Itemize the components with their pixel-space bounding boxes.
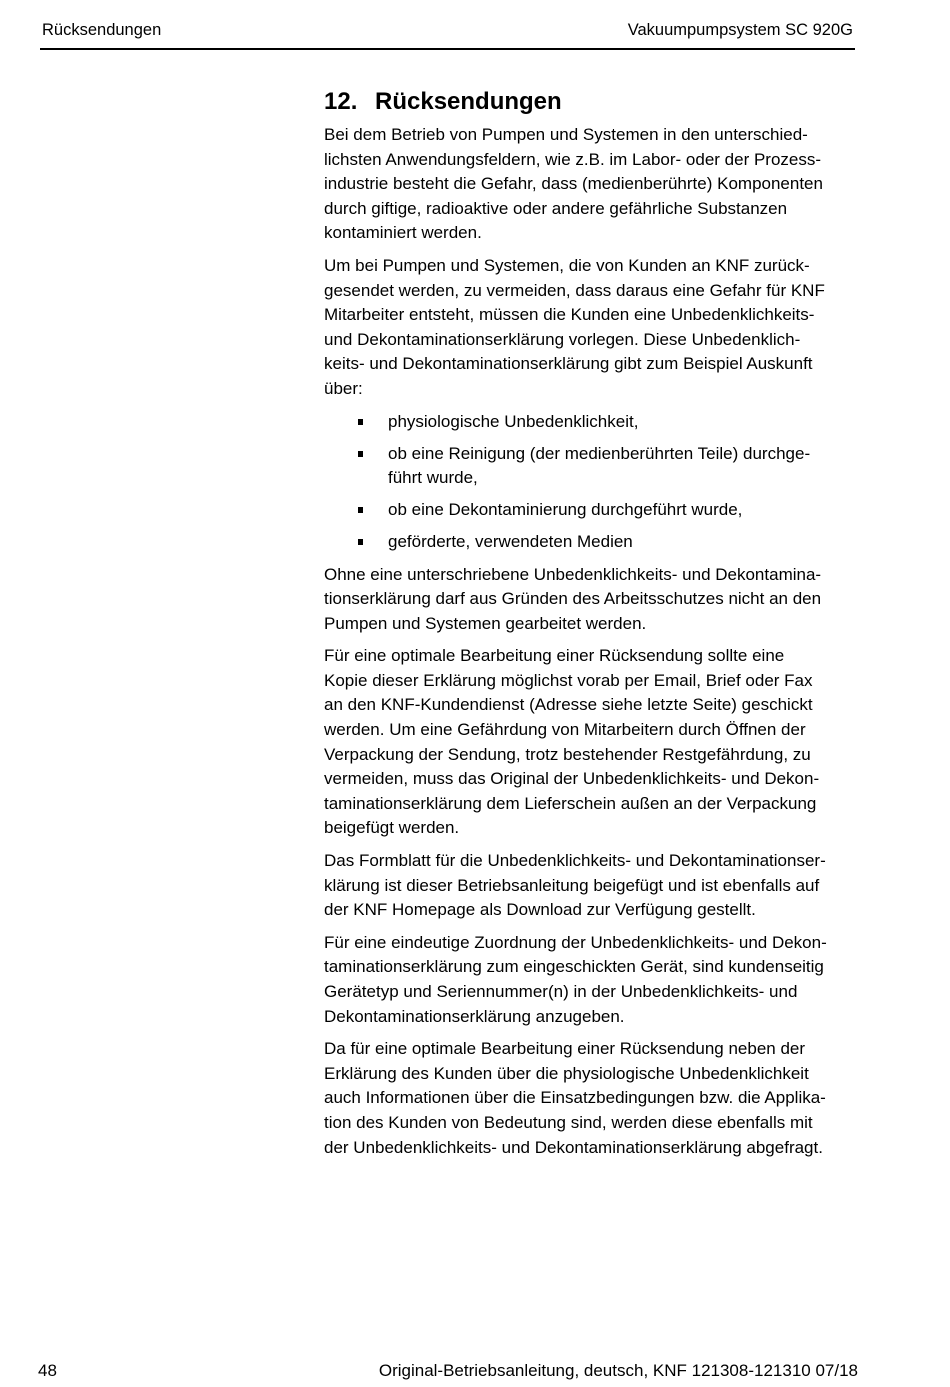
- paragraph: Das Formblatt für die Unbedenklichkeits- und Dekontaminationser- klärung ist dieser Betriebsanleitung beigefügt und ist ebenfalls auf der KNF Homepage als Download zur Verfügung gestellt.: [324, 851, 826, 920]
- bullet-item: [324, 530, 859, 555]
- bullet-text: geförderte, verwendeten Medien: [388, 532, 633, 552]
- paragraph: Für eine eindeutige Zuordnung der Unbedenklichkeits- und Dekon- taminationserklärung zum eingeschickten Gerät, sind kundenseitig Gerätetyp und Seriennummer(n) in der Unbedenklichkeits- und Dekontaminationserklärung anzugeben.: [324, 932, 827, 1026]
- bullet-item: [324, 498, 859, 523]
- square-bullet-icon: [358, 419, 363, 425]
- header-product-name: Vakuumpumpsystem SC 920G: [627, 21, 853, 39]
- bullet-text: ob eine Dekontaminierung durchgeführt wurde,: [388, 500, 743, 520]
- square-bullet-icon: [358, 451, 363, 457]
- paragraph: Da für eine optimale Bearbeitung einer Rücksendung neben der Erklärung des Kunden über die physiologische Unbedenklichkeit auch Informationen über die Einsatzbedingungen bzw. die Applika- tion des Kunden von Bedeutung sind, werden diese ebenfalls mit der Unbedenklichkeits- und Dekontaminationserklärung abgefragt.: [324, 1039, 826, 1157]
- page-number: 48: [38, 1361, 57, 1380]
- section-title: Rücksendungen: [375, 88, 562, 115]
- bullet-text: ob eine Reinigung (der medienberührten Teile) durchge- führt wurde,: [388, 443, 811, 488]
- section-number: 12.: [324, 88, 358, 115]
- paragraph: Ohne eine unterschriebene Unbedenklichkeits- und Dekontamina- tionserklärung darf aus Gründen des Arbeitsschutzes nicht an den Pumpen und Systemen gearbeitet werden.: [324, 564, 822, 633]
- square-bullet-icon: [358, 507, 363, 513]
- page-header: [40, 0, 855, 50]
- main-content: [324, 87, 859, 1168]
- bullet-item: [324, 410, 859, 435]
- paragraph: Für eine optimale Bearbeitung einer Rücksendung sollte eine Kopie dieser Erklärung möglichst vorab per Email, Brief oder Fax an den KNF-Kundendienst (Adresse siehe letzte Seite) geschickt werden. Um eine Gefährdung von Mitarbeitern durch Öffnen der Verpackung der Sendung, trotz bestehender Restgefährdung, zu vermeiden, muss das Original der Unbedenklichkeits- und Dekon- taminationserklärung dem Lieferschein außen an der Verpackung beigefügt werden.: [324, 646, 820, 838]
- header-chapter-title: Rücksendungen: [42, 21, 162, 39]
- bullet-list: [324, 410, 859, 555]
- footer-document-info: Original-Betriebsanleitung, deutsch, KNF 121308-121310 07/18: [378, 1361, 858, 1380]
- square-bullet-icon: [358, 539, 363, 545]
- paragraph: Um bei Pumpen und Systemen, die von Kunden an KNF zurück- gesendet werden, zu vermeiden, dass daraus eine Gefahr für KNF Mitarbeiter entsteht, müssen die Kunden eine Unbedenklichkeits- und Dekontaminationserklärung vorlegen. Diese Unbedenklich- keits- und Dekontaminationserklärung gibt zum Beispiel Auskunft über:: [324, 255, 825, 398]
- bullet-item: [324, 442, 859, 491]
- bullet-text: physiologische Unbedenklichkeit,: [388, 411, 639, 431]
- section-heading: [324, 87, 859, 117]
- paragraph: Bei dem Betrieb von Pumpen und Systemen in den unterschied- lichsten Anwendungsfeldern, wie z.B. im Labor- oder der Prozess- industrie besteht die Gefahr, dass (medienberührte) Komponenten durch giftige, radioaktive oder andere gefährliche Substanzen kontaminiert werden.: [324, 125, 823, 243]
